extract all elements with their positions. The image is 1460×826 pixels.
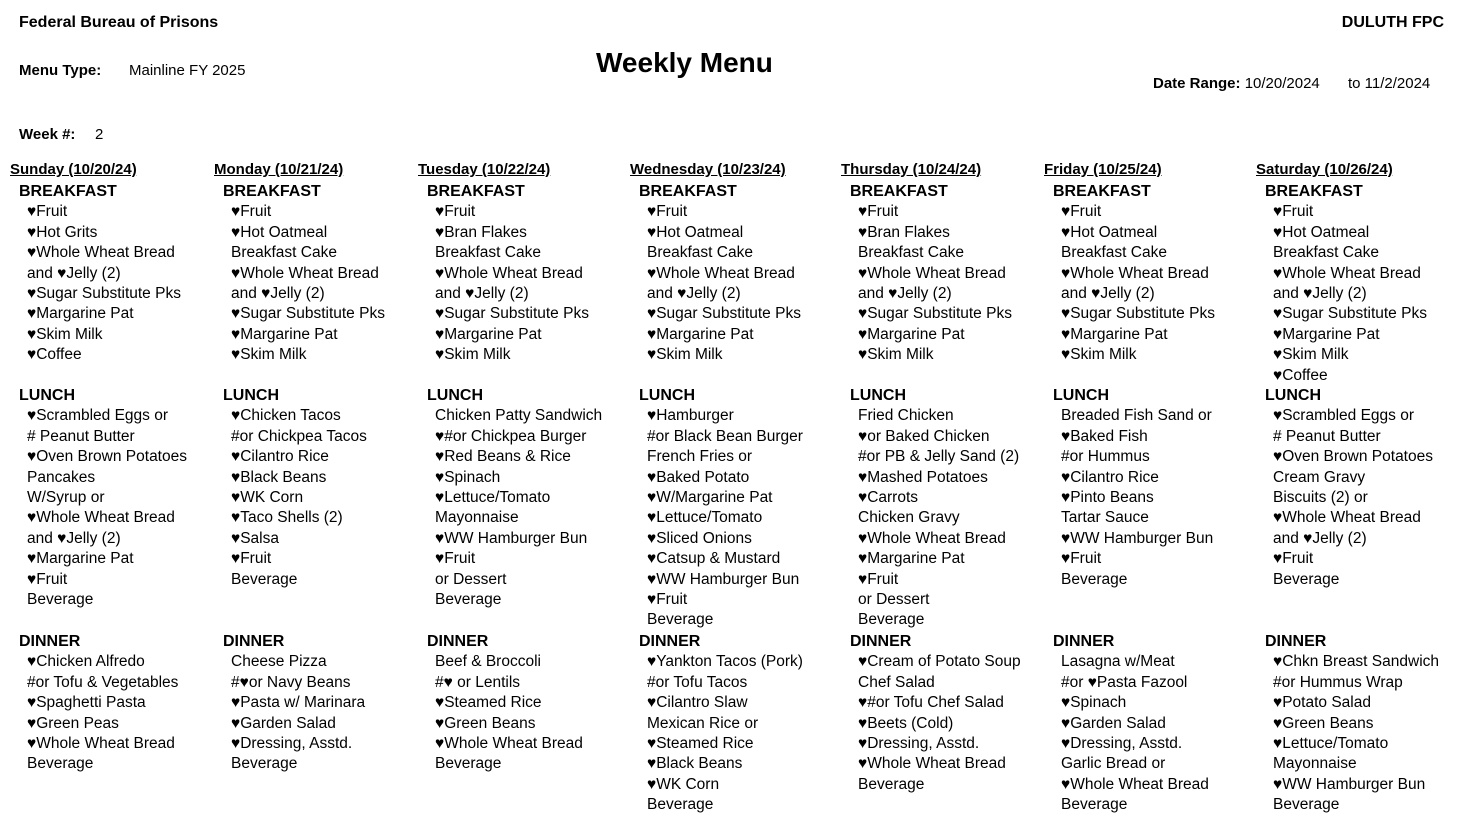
menu-item: ♥Whole Wheat Bread bbox=[1273, 264, 1421, 282]
breakfast-section bbox=[1053, 182, 1215, 386]
menu-item: ♥Spinach bbox=[1061, 694, 1127, 712]
day-column bbox=[630, 160, 803, 816]
dinner-heading: DINNER bbox=[19, 633, 81, 650]
dinner-section bbox=[223, 632, 385, 775]
menu-item: ♥Whole Wheat Bread bbox=[1273, 509, 1421, 527]
menu-item: and ♥Jelly (2) bbox=[647, 284, 741, 302]
menu-item: ♥Red Beans & Rice bbox=[435, 448, 571, 466]
menu-item: Beverage bbox=[27, 755, 94, 773]
menu-item: ♥Black Beans bbox=[231, 468, 327, 486]
menu-item: #or PB & Jelly Sand (2) bbox=[858, 448, 1020, 466]
menu-item: Cream Gravy bbox=[1273, 468, 1366, 486]
menu-item: ♥Dressing, Asstd. bbox=[231, 734, 353, 752]
menu-item: Breakfast Cake bbox=[231, 244, 337, 262]
menu-item: ♥Whole Wheat Bread bbox=[27, 509, 175, 527]
date-range-from: 10/20/2024 bbox=[1244, 75, 1320, 92]
menu-item: ♥Scrambled Eggs or bbox=[27, 407, 169, 425]
day-column bbox=[418, 160, 602, 775]
menu-item: ♥Hot Grits bbox=[27, 223, 98, 241]
agency-name: Federal Bureau of Prisons bbox=[19, 14, 219, 31]
menu-item: ♥Fruit bbox=[647, 203, 688, 221]
menu-item: ♥Fruit bbox=[435, 203, 476, 221]
breakfast-section bbox=[19, 182, 187, 386]
menu-item: Breakfast Cake bbox=[858, 244, 964, 262]
menu-item: ♥Margarine Pat bbox=[231, 325, 338, 343]
lunch-heading: LUNCH bbox=[223, 387, 279, 404]
menu-item: ♥Pasta w/ Marinara bbox=[231, 694, 366, 712]
lunch-heading: LUNCH bbox=[1265, 387, 1321, 404]
menu-item: ♥Lettuce/Tomato bbox=[435, 488, 551, 506]
menu-type-value: Mainline FY 2025 bbox=[129, 62, 246, 79]
menu-item: and ♥Jelly (2) bbox=[858, 284, 952, 302]
menu-item: ♥Sugar Substitute Pks bbox=[858, 305, 1012, 323]
day-column bbox=[10, 160, 187, 775]
menu-item: ♥Dressing, Asstd. bbox=[858, 734, 980, 752]
menu-item: Breakfast Cake bbox=[1061, 244, 1167, 262]
menu-item: ♥Margarine Pat bbox=[27, 305, 134, 323]
menu-item: or Dessert bbox=[858, 590, 930, 608]
menu-item: ♥Baked Potato bbox=[647, 468, 750, 486]
menu-item: Breakfast Cake bbox=[435, 244, 541, 262]
lunch-section bbox=[427, 386, 602, 632]
menu-item: ♥Skim Milk bbox=[27, 325, 103, 343]
menu-item: ♥Skim Milk bbox=[1273, 346, 1349, 364]
menu-item: ♥Steamed Rice bbox=[435, 694, 542, 712]
menu-item: ♥Cilantro Rice bbox=[1061, 468, 1159, 486]
menu-item: and ♥Jelly (2) bbox=[27, 264, 121, 282]
menu-item: Beverage bbox=[435, 590, 502, 608]
menu-item: ♥Lettuce/Tomato bbox=[1273, 734, 1389, 752]
menu-item: ♥Skim Milk bbox=[231, 346, 307, 364]
menu-item: ♥WK Corn bbox=[647, 775, 720, 793]
dinner-section bbox=[850, 632, 1021, 795]
day-header: Wednesday (10/23/24) bbox=[630, 161, 786, 178]
menu-item: Pancakes bbox=[27, 468, 96, 486]
day-header: Saturday (10/26/24) bbox=[1256, 161, 1393, 178]
dinner-heading: DINNER bbox=[850, 633, 912, 650]
menu-item: ♥Sugar Substitute Pks bbox=[435, 305, 589, 323]
day-column bbox=[1256, 160, 1439, 816]
breakfast-heading: BREAKFAST bbox=[1265, 183, 1363, 200]
menu-item: ♥#or Chickpea Burger bbox=[435, 427, 587, 445]
dinner-heading: DINNER bbox=[223, 633, 285, 650]
menu-item: W/Syrup or bbox=[27, 488, 105, 506]
menu-item: ♥Fruit bbox=[647, 590, 688, 608]
menu-item: Beverage bbox=[1273, 570, 1340, 588]
lunch-section bbox=[1265, 386, 1439, 632]
menu-item: ♥#or Tofu Chef Salad bbox=[858, 694, 1004, 712]
day-header: Sunday (10/20/24) bbox=[10, 161, 137, 178]
menu-item: ♥Beets (Cold) bbox=[858, 714, 954, 732]
menu-item: ♥WW Hamburger Bun bbox=[1061, 529, 1214, 547]
menu-item: ♥Spaghetti Pasta bbox=[27, 694, 146, 712]
menu-item: ♥Taco Shells (2) bbox=[231, 509, 343, 527]
menu-item: ♥Yankton Tacos (Pork) bbox=[647, 653, 803, 671]
menu-item: ♥Bran Flakes bbox=[435, 223, 527, 241]
menu-item: ♥Sugar Substitute Pks bbox=[231, 305, 385, 323]
menu-item: ♥Fruit bbox=[231, 550, 272, 568]
menu-item: ♥Whole Wheat Bread bbox=[231, 264, 379, 282]
menu-item: ♥Chkn Breast Sandwich bbox=[1273, 653, 1440, 671]
menu-item: Tartar Sauce bbox=[1061, 509, 1149, 527]
lunch-heading: LUNCH bbox=[639, 387, 695, 404]
menu-item: #or Chickpea Tacos bbox=[231, 427, 367, 445]
menu-item: ♥Fruit bbox=[1061, 203, 1102, 221]
breakfast-section bbox=[223, 182, 385, 386]
menu-item: ♥Fruit bbox=[27, 203, 68, 221]
dinner-heading: DINNER bbox=[1265, 633, 1327, 650]
menu-item: Beverage bbox=[647, 796, 714, 814]
menu-item: ♥Black Beans bbox=[647, 755, 743, 773]
menu-item: ♥WW Hamburger Bun bbox=[647, 570, 800, 588]
menu-item: Beverage bbox=[858, 775, 925, 793]
menu-item: ♥Margarine Pat bbox=[858, 550, 965, 568]
menu-item: and ♥Jelly (2) bbox=[1273, 284, 1367, 302]
menu-item: ♥Chicken Tacos bbox=[231, 407, 341, 425]
menu-item: ♥Green Peas bbox=[27, 714, 119, 732]
menu-item: ♥Margarine Pat bbox=[1273, 325, 1380, 343]
facility-name: DULUTH FPC bbox=[1341, 14, 1444, 31]
lunch-heading: LUNCH bbox=[19, 387, 75, 404]
menu-item: ♥Fruit bbox=[858, 203, 899, 221]
menu-item: ♥Fruit bbox=[1273, 203, 1314, 221]
menu-item: ♥Whole Wheat Bread bbox=[1061, 264, 1209, 282]
breakfast-section bbox=[1265, 182, 1439, 386]
week-value: 2 bbox=[95, 126, 104, 143]
dinner-section bbox=[19, 632, 187, 775]
dinner-section bbox=[1053, 632, 1215, 816]
menu-item: ♥Fruit bbox=[435, 550, 476, 568]
menu-item: ♥Fruit bbox=[1273, 550, 1314, 568]
date-range-to: to 11/2/2024 bbox=[1347, 75, 1431, 92]
menu-item: Lasagna w/Meat bbox=[1061, 653, 1175, 671]
menu-item: Chicken Gravy bbox=[858, 509, 960, 527]
menu-item: ♥Whole Wheat Bread bbox=[27, 244, 175, 262]
lunch-section bbox=[850, 386, 1021, 632]
day-column bbox=[1044, 160, 1215, 816]
menu-item: French Fries or bbox=[647, 448, 753, 466]
menu-item: and ♥Jelly (2) bbox=[1273, 529, 1367, 547]
menu-item: ♥Bran Flakes bbox=[858, 223, 950, 241]
menu-item: #or Tofu Tacos bbox=[647, 673, 748, 691]
menu-item: ♥Catsup & Mustard bbox=[647, 550, 781, 568]
menu-item: # Peanut Butter bbox=[27, 427, 135, 445]
menu-item: #or Black Bean Burger bbox=[647, 427, 803, 445]
menu-item: Cheese Pizza bbox=[231, 653, 327, 671]
menu-item: ♥Sliced Onions bbox=[647, 529, 752, 547]
menu-item: ♥WK Corn bbox=[231, 488, 304, 506]
menu-item: ♥Mashed Potatoes bbox=[858, 468, 988, 486]
menu-item: ♥Lettuce/Tomato bbox=[647, 509, 763, 527]
menu-item: and ♥Jelly (2) bbox=[1061, 284, 1155, 302]
menu-item: Biscuits (2) or bbox=[1273, 488, 1368, 506]
menu-item: ♥Garden Salad bbox=[1061, 714, 1166, 732]
lunch-section bbox=[639, 386, 803, 632]
lunch-section bbox=[1053, 386, 1215, 632]
day-header: Friday (10/25/24) bbox=[1044, 161, 1162, 178]
menu-item: ♥Whole Wheat Bread bbox=[858, 529, 1006, 547]
menu-item: #♥ or Lentils bbox=[435, 673, 521, 691]
menu-item: ♥Hamburger bbox=[647, 407, 734, 425]
menu-item: #or Hummus bbox=[1061, 448, 1150, 466]
menu-item: ♥Sugar Substitute Pks bbox=[647, 305, 801, 323]
menu-item: Mayonnaise bbox=[1273, 755, 1357, 773]
menu-type-label: Menu Type: bbox=[19, 62, 102, 79]
menu-item: Beverage bbox=[435, 755, 502, 773]
menu-item: Beverage bbox=[1273, 796, 1340, 814]
menu-item: ♥Hot Oatmeal bbox=[231, 223, 328, 241]
menu-item: ♥W/Margarine Pat bbox=[647, 488, 773, 506]
breakfast-section bbox=[427, 182, 602, 386]
menu-item: Chef Salad bbox=[858, 673, 935, 691]
menu-item: ♥Hot Oatmeal bbox=[1273, 223, 1370, 241]
breakfast-heading: BREAKFAST bbox=[1053, 183, 1151, 200]
menu-item: ♥Sugar Substitute Pks bbox=[27, 284, 181, 302]
menu-item: #or ♥Pasta Fazool bbox=[1061, 673, 1188, 691]
menu-item: Breaded Fish Sand or bbox=[1061, 407, 1212, 425]
menu-item: and ♥Jelly (2) bbox=[231, 284, 325, 302]
menu-item: ♥Skim Milk bbox=[858, 346, 934, 364]
menu-item: Mayonnaise bbox=[435, 509, 519, 527]
menu-item: ♥Cilantro Slaw bbox=[647, 694, 748, 712]
menu-item: #or Hummus Wrap bbox=[1273, 673, 1403, 691]
menu-item: ♥Margarine Pat bbox=[1061, 325, 1168, 343]
menu-item: Beverage bbox=[27, 590, 94, 608]
menu-item: ♥Sugar Substitute Pks bbox=[1273, 305, 1427, 323]
menu-item: #or Tofu & Vegetables bbox=[27, 673, 179, 691]
menu-item: Beverage bbox=[231, 755, 298, 773]
dinner-heading: DINNER bbox=[427, 633, 489, 650]
breakfast-section bbox=[639, 182, 803, 386]
breakfast-heading: BREAKFAST bbox=[850, 183, 948, 200]
dinner-section bbox=[639, 632, 803, 816]
dinner-section bbox=[1265, 632, 1439, 816]
menu-item: ♥Steamed Rice bbox=[647, 734, 754, 752]
breakfast-heading: BREAKFAST bbox=[639, 183, 737, 200]
menu-item: Beverage bbox=[647, 611, 714, 629]
menu-item: ♥Fruit bbox=[27, 570, 68, 588]
menu-item: Beverage bbox=[1061, 796, 1128, 814]
menu-item: Beef & Broccoli bbox=[435, 653, 541, 671]
breakfast-section bbox=[850, 182, 1021, 386]
dinner-heading: DINNER bbox=[639, 633, 701, 650]
menu-item: ♥Whole Wheat Bread bbox=[647, 264, 795, 282]
lunch-section bbox=[19, 386, 187, 632]
menu-item: Breakfast Cake bbox=[647, 244, 753, 262]
menu-item: ♥Green Beans bbox=[1273, 714, 1374, 732]
day-header: Thursday (10/24/24) bbox=[841, 161, 982, 178]
menu-item: Beverage bbox=[1061, 570, 1128, 588]
menu-item: ♥Oven Brown Potatoes bbox=[1273, 448, 1433, 466]
menu-item: ♥Carrots bbox=[858, 488, 919, 506]
menu-item: ♥Pinto Beans bbox=[1061, 488, 1154, 506]
menu-item: Beverage bbox=[858, 611, 925, 629]
menu-item: ♥Green Beans bbox=[435, 714, 536, 732]
menu-item: ♥Salsa bbox=[231, 529, 279, 547]
menu-item: and ♥Jelly (2) bbox=[435, 284, 529, 302]
menu-item: and ♥Jelly (2) bbox=[27, 529, 121, 547]
menu-item: ♥Coffee bbox=[27, 346, 82, 364]
menu-item: ♥Sugar Substitute Pks bbox=[1061, 305, 1215, 323]
lunch-section bbox=[223, 386, 385, 632]
breakfast-heading: BREAKFAST bbox=[19, 183, 117, 200]
day-header: Monday (10/21/24) bbox=[214, 161, 344, 178]
menu-item: ♥Skim Milk bbox=[1061, 346, 1137, 364]
menu-item: ♥Coffee bbox=[1273, 366, 1328, 384]
menu-item: ♥Whole Wheat Bread bbox=[858, 755, 1006, 773]
menu-item: Beverage bbox=[231, 570, 298, 588]
breakfast-heading: BREAKFAST bbox=[427, 183, 525, 200]
day-column bbox=[841, 160, 1021, 795]
menu-item: Mexican Rice or bbox=[647, 714, 759, 732]
menu-item: ♥Whole Wheat Bread bbox=[1061, 775, 1209, 793]
breakfast-heading: BREAKFAST bbox=[223, 183, 321, 200]
menu-item: ♥Spinach bbox=[435, 468, 501, 486]
menu-item: ♥Potato Salad bbox=[1273, 694, 1371, 712]
menu-item: Garlic Bread or bbox=[1061, 755, 1166, 773]
menu-item: ♥Hot Oatmeal bbox=[1061, 223, 1158, 241]
menu-item: ♥Cream of Potato Soup bbox=[858, 653, 1021, 671]
menu-item: ♥Fruit bbox=[231, 203, 272, 221]
menu-item: ♥Cilantro Rice bbox=[231, 448, 329, 466]
menu-item: ♥Hot Oatmeal bbox=[647, 223, 744, 241]
date-range bbox=[1153, 75, 1430, 92]
menu-item: ♥Margarine Pat bbox=[647, 325, 754, 343]
menu-item: Breakfast Cake bbox=[1273, 244, 1379, 262]
menu-item: ♥Margarine Pat bbox=[435, 325, 542, 343]
menu-item: ♥Dressing, Asstd. bbox=[1061, 734, 1183, 752]
menu-item: ♥or Baked Chicken bbox=[858, 427, 990, 445]
menu-item: ♥Margarine Pat bbox=[858, 325, 965, 343]
menu-item: # Peanut Butter bbox=[1273, 427, 1381, 445]
lunch-heading: LUNCH bbox=[850, 387, 906, 404]
menu-item: ♥Whole Wheat Bread bbox=[858, 264, 1006, 282]
date-range-label: Date Range: bbox=[1153, 75, 1241, 92]
menu-item: ♥Chicken Alfredo bbox=[27, 653, 145, 671]
menu-item: Fried Chicken bbox=[858, 407, 954, 425]
page-title: Weekly Menu bbox=[596, 47, 773, 78]
menu-item: ♥Skim Milk bbox=[647, 346, 723, 364]
lunch-heading: LUNCH bbox=[427, 387, 483, 404]
lunch-heading: LUNCH bbox=[1053, 387, 1109, 404]
menu-item: ♥WW Hamburger Bun bbox=[435, 529, 588, 547]
menu-item: ♥Fruit bbox=[1061, 550, 1102, 568]
menu-item: or Dessert bbox=[435, 570, 507, 588]
week-label: Week #: bbox=[19, 126, 76, 143]
menu-item: ♥Whole Wheat Bread bbox=[435, 734, 583, 752]
day-column bbox=[214, 160, 385, 775]
menu-item: ♥Fruit bbox=[858, 570, 899, 588]
menu-item: ♥Whole Wheat Bread bbox=[27, 734, 175, 752]
menu-item: ♥WW Hamburger Bun bbox=[1273, 775, 1426, 793]
day-header: Tuesday (10/22/24) bbox=[418, 161, 551, 178]
dinner-heading: DINNER bbox=[1053, 633, 1115, 650]
menu-item: ♥Baked Fish bbox=[1061, 427, 1148, 445]
menu-item: ♥Skim Milk bbox=[435, 346, 511, 364]
menu-item: ♥Garden Salad bbox=[231, 714, 336, 732]
menu-item: ♥Scrambled Eggs or bbox=[1273, 407, 1415, 425]
dinner-section bbox=[427, 632, 602, 775]
menu-item: #♥or Navy Beans bbox=[231, 673, 351, 691]
menu-item: ♥Margarine Pat bbox=[27, 550, 134, 568]
menu-item: Chicken Patty Sandwich bbox=[435, 407, 603, 425]
menu-item: ♥Oven Brown Potatoes bbox=[27, 448, 187, 466]
menu-item: ♥Whole Wheat Bread bbox=[435, 264, 583, 282]
